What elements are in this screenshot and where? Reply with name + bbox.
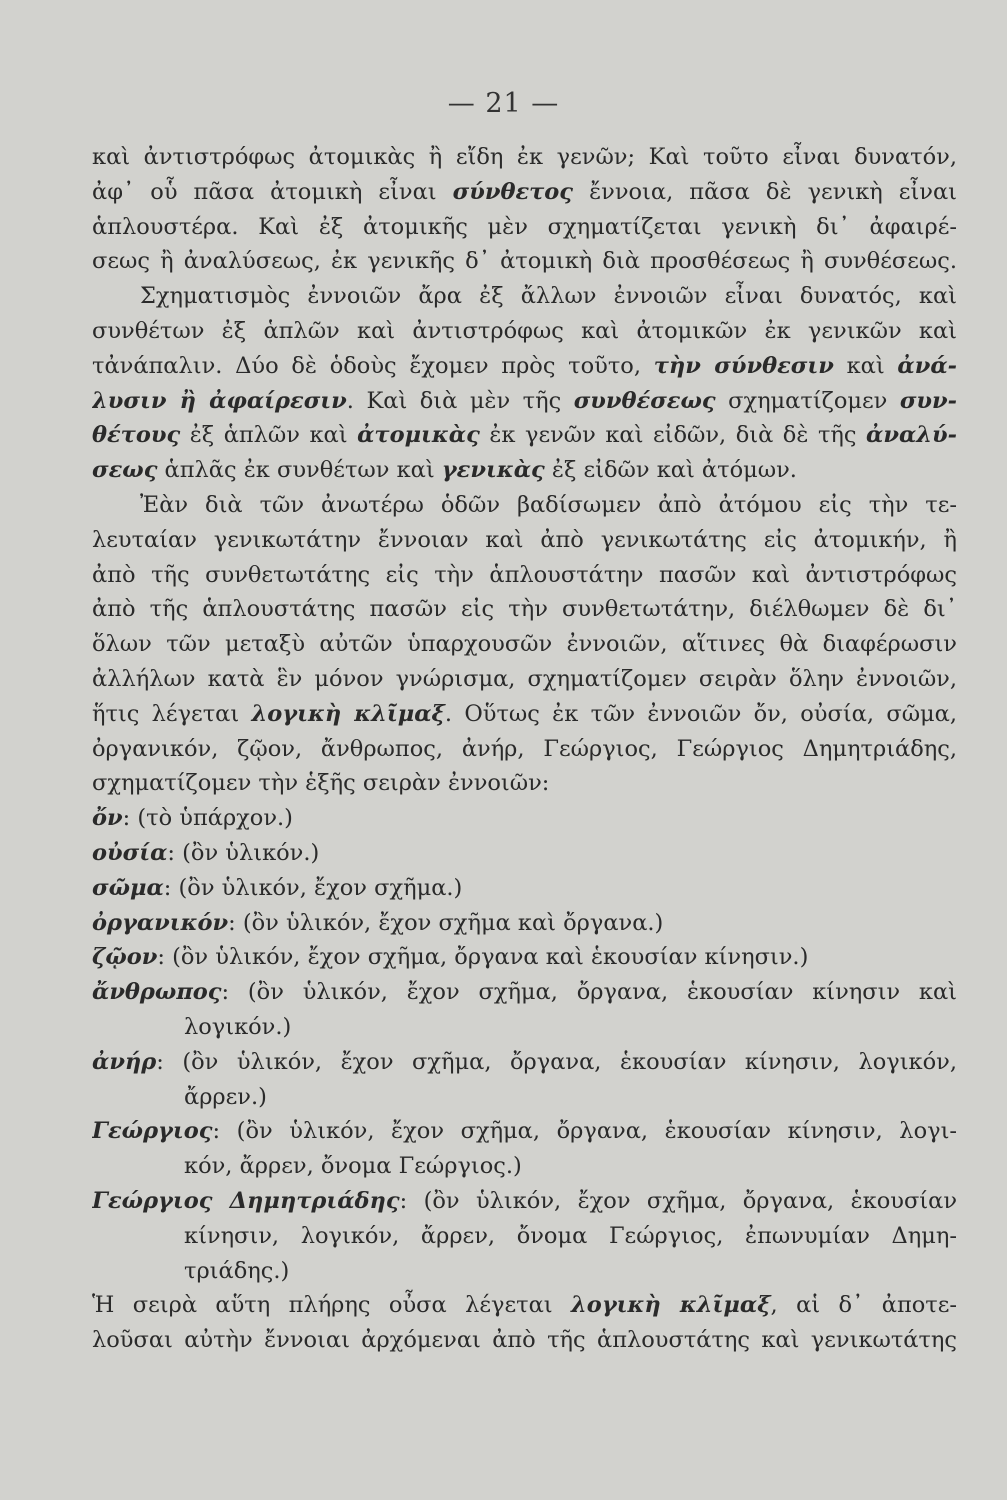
text-line <box>92 1254 957 1289</box>
text-line <box>92 836 957 871</box>
text-segment: ἀφ᾿ οὗ πᾶσα ἀτομικὴ εἶναι <box>92 178 453 205</box>
emphasis-text: σεως <box>92 457 158 484</box>
emphasis-text: ὄν <box>92 805 123 832</box>
emphasis-text: γενικὰς <box>441 457 545 484</box>
text-line <box>92 592 957 627</box>
text-segment: . Οὕτως ἐκ τῶν ἐννοιῶν ὄν, οὐσία, σῶμα, <box>444 700 957 727</box>
text-segment: : (ὂν ὑλικόν, ἔχον σχῆμα, ὄργανα, ἑκουσίαν <box>399 1187 957 1214</box>
text-line <box>92 1010 957 1045</box>
text-segment: ἐξ εἰδῶν καὶ ἀτόμων. <box>544 457 797 484</box>
emphasis-text: ὀργανικόν <box>92 909 229 936</box>
text-segment: , αἱ δ᾿ ἀποτε- <box>770 1292 957 1319</box>
text-segment: : (ὂν ὑλικόν, ἔχον σχῆμα, ὄργανα, ἑκουσίαν κίνησιν, λογικόν, <box>156 1048 957 1075</box>
text-segment: σεως ἢ ἀναλύσεως, ἐκ γενικῆς δ᾿ ἀτομικὴ διὰ προσθέσεως ἢ συνθέσεως. <box>92 248 957 275</box>
text-segment: : (τὸ ὑπάρχον.) <box>122 805 293 832</box>
text-segment: τριάδης.) <box>184 1257 290 1284</box>
text-line <box>92 384 957 419</box>
text-line <box>92 1114 957 1149</box>
text-segment: ἀλλήλων κατὰ ἓν μόνον γνώρισμα, σχηματίζομεν σειρὰν ὅλην ἐννοιῶν, <box>92 665 957 692</box>
text-segment: κόν, ἄρρεν, ὄνομα Γεώργιος.) <box>184 1153 522 1180</box>
text-segment: ἀπὸ τῆς συνθετωτάτης εἰς τὴν ἁπλουστάτην πασῶν καὶ ἀντιστρόφως <box>92 561 957 588</box>
emphasis-text: λυσιν ἢ ἀφαίρεσιν <box>92 387 347 414</box>
text-line <box>92 453 957 488</box>
text-segment: ἄρρεν.) <box>184 1083 267 1110</box>
page-number: — 21 — <box>447 88 560 119</box>
emphasis-text: ἀναλύ- <box>866 422 957 449</box>
text-line <box>92 488 957 523</box>
emphasis-text: συν- <box>899 387 957 414</box>
text-segment: : (ὂν ὑλικόν, ἔχον σχῆμα, ὄργανα, ἑκουσίαν κίνησιν, λογι- <box>212 1118 957 1145</box>
text-line <box>92 975 957 1010</box>
text-line <box>92 558 957 593</box>
text-line <box>92 244 957 279</box>
text-segment: σχηματίζομεν τὴν ἑξῆς σειρὰν ἐννοιῶν: <box>92 770 550 797</box>
text-line <box>92 140 957 175</box>
text-line <box>92 175 957 210</box>
emphasis-text: σύνθετος <box>452 178 574 205</box>
emphasis-text: Γεώργιος <box>92 1118 213 1145</box>
text-segment: ἀπὸ τῆς ἁπλουστάτης πασῶν εἰς τὴν συνθετωτάτην, διέλθωμεν δὲ δι᾿ <box>92 596 957 623</box>
emphasis-text: ἀτομικὰς <box>357 422 480 449</box>
text-segment: καὶ <box>833 352 898 379</box>
text-line <box>92 662 957 697</box>
text-line <box>92 801 957 836</box>
text-line <box>92 1288 957 1323</box>
text-segment: : (ὂν ὑλικόν, ἔχον σχῆμα καὶ ὄργανα.) <box>228 909 664 936</box>
emphasis-text: θέτους <box>92 422 181 449</box>
text-line <box>92 1219 957 1254</box>
text-segment: Ἡ σειρὰ αὕτη πλήρης οὖσα λέγεται <box>92 1292 572 1319</box>
text-line <box>92 940 957 975</box>
text-line <box>92 314 957 349</box>
emphasis-text: συνθέσεως <box>573 387 716 414</box>
text-segment: : (ὂν ὑλικόν, ἔχον σχῆμα.) <box>163 874 463 901</box>
text-line <box>92 627 957 662</box>
text-line <box>92 871 957 906</box>
emphasis-text: ἀνά- <box>897 352 957 379</box>
emphasis-text: ζῷον <box>92 944 158 971</box>
text-line <box>92 1045 957 1080</box>
text-segment: ἥτις λέγεται <box>92 700 252 727</box>
text-line <box>92 697 957 732</box>
text-line <box>92 523 957 558</box>
text-body <box>92 140 957 1358</box>
emphasis-text: σῶμα <box>92 874 164 901</box>
emphasis-text: λογικὴ κλῖμαξ <box>571 1292 771 1319</box>
text-segment: . Καὶ διὰ μὲν τῆς <box>346 387 574 414</box>
text-segment: τἀνάπαλιν. Δύο δὲ ὁδοὺς ἔχομεν πρὸς τοῦτο, <box>92 352 654 379</box>
text-line <box>92 766 957 801</box>
text-segment: ἁπλᾶς ἐκ συνθέτων καὶ <box>157 457 442 484</box>
emphasis-text: Γεώργιος Δημητριάδης <box>92 1187 400 1214</box>
text-segment: : (ὂν ὑλικόν, ἔχον σχῆμα, ὄργανα, ἑκουσίαν κίνησιν καὶ <box>221 979 957 1006</box>
text-line <box>92 1323 957 1358</box>
text-segment: ὅλων τῶν μεταξὺ αὐτῶν ὑπαρχουσῶν ἐννοιῶν, αἵτινες θὰ διαφέρωσιν <box>92 631 957 658</box>
text-line <box>92 1149 957 1184</box>
emphasis-text: λογικὴ κλῖμαξ <box>251 700 445 727</box>
text-line <box>92 906 957 941</box>
emphasis-text: οὐσία <box>92 839 168 866</box>
text-line <box>92 210 957 245</box>
text-line <box>92 279 957 314</box>
text-segment: κίνησιν, λογικόν, ἄρρεν, ὄνομα Γεώργιος, ἐπωνυμίαν Δημη- <box>184 1222 957 1249</box>
text-line <box>92 349 957 384</box>
text-segment: ἐξ ἁπλῶν καὶ <box>180 422 358 449</box>
text-segment: καὶ ἀντιστρόφως ἀτομικὰς ἢ εἴδη ἐκ γενῶν; Καὶ τοῦτο εἶναι δυνατόν, <box>92 144 957 170</box>
emphasis-text: ἀνήρ <box>92 1048 157 1075</box>
text-line <box>92 1080 957 1115</box>
text-segment: συνθέτων ἐξ ἁπλῶν καὶ ἀντιστρόφως καὶ ἀτομικῶν ἐκ γενικῶν καὶ <box>92 317 957 344</box>
text-line <box>92 418 957 453</box>
text-segment: ἔννοια, πᾶσα δὲ γενικὴ εἶναι <box>573 178 957 205</box>
text-segment: σχηματίζομεν <box>715 387 900 414</box>
emphasis-text: τὴν σύνθεσιν <box>653 352 834 379</box>
text-line <box>92 1184 957 1219</box>
emphasis-text: ἄνθρωπος <box>92 979 222 1006</box>
text-segment: ὀργανικόν, ζῷον, ἄνθρωπος, ἀνήρ, Γεώργιος, Γεώργιος Δημητριάδης, <box>92 735 957 762</box>
text-segment: Ἐὰν διὰ τῶν ἀνωτέρω ὁδῶν βαδίσωμεν ἀπὸ ἀτόμου εἰς τὴν τε- <box>140 491 957 518</box>
text-segment: ἁπλουστέρα. Καὶ ἐξ ἀτομικῆς μὲν σχηματίζεται γενικὴ δι᾿ ἀφαιρέ- <box>92 213 957 240</box>
text-segment: Σχηματισμὸς ἐννοιῶν ἄρα ἐξ ἄλλων ἐννοιῶν εἶναι δυνατός, καὶ <box>140 283 957 310</box>
text-segment: : (ὂν ὑλικόν.) <box>167 839 320 866</box>
text-segment: ἐκ γενῶν καὶ εἰδῶν, διὰ δὲ τῆς <box>479 422 867 449</box>
text-line <box>92 732 957 767</box>
text-segment: λοῦσαι αὐτὴν ἔννοιαι ἀρχόμεναι ἀπὸ τῆς ἁπλουστάτης καὶ γενικωτάτης <box>92 1327 957 1354</box>
text-segment: : (ὂν ὑλικόν, ἔχον σχῆμα, ὄργανα καὶ ἑκουσίαν κίνησιν.) <box>157 944 809 971</box>
text-segment: λογικόν.) <box>184 1013 292 1040</box>
text-segment: λευταίαν γενικωτάτην ἔννοιαν καὶ ἀπὸ γενικωτάτης εἰς ἀτομικήν, ἢ <box>92 526 957 553</box>
